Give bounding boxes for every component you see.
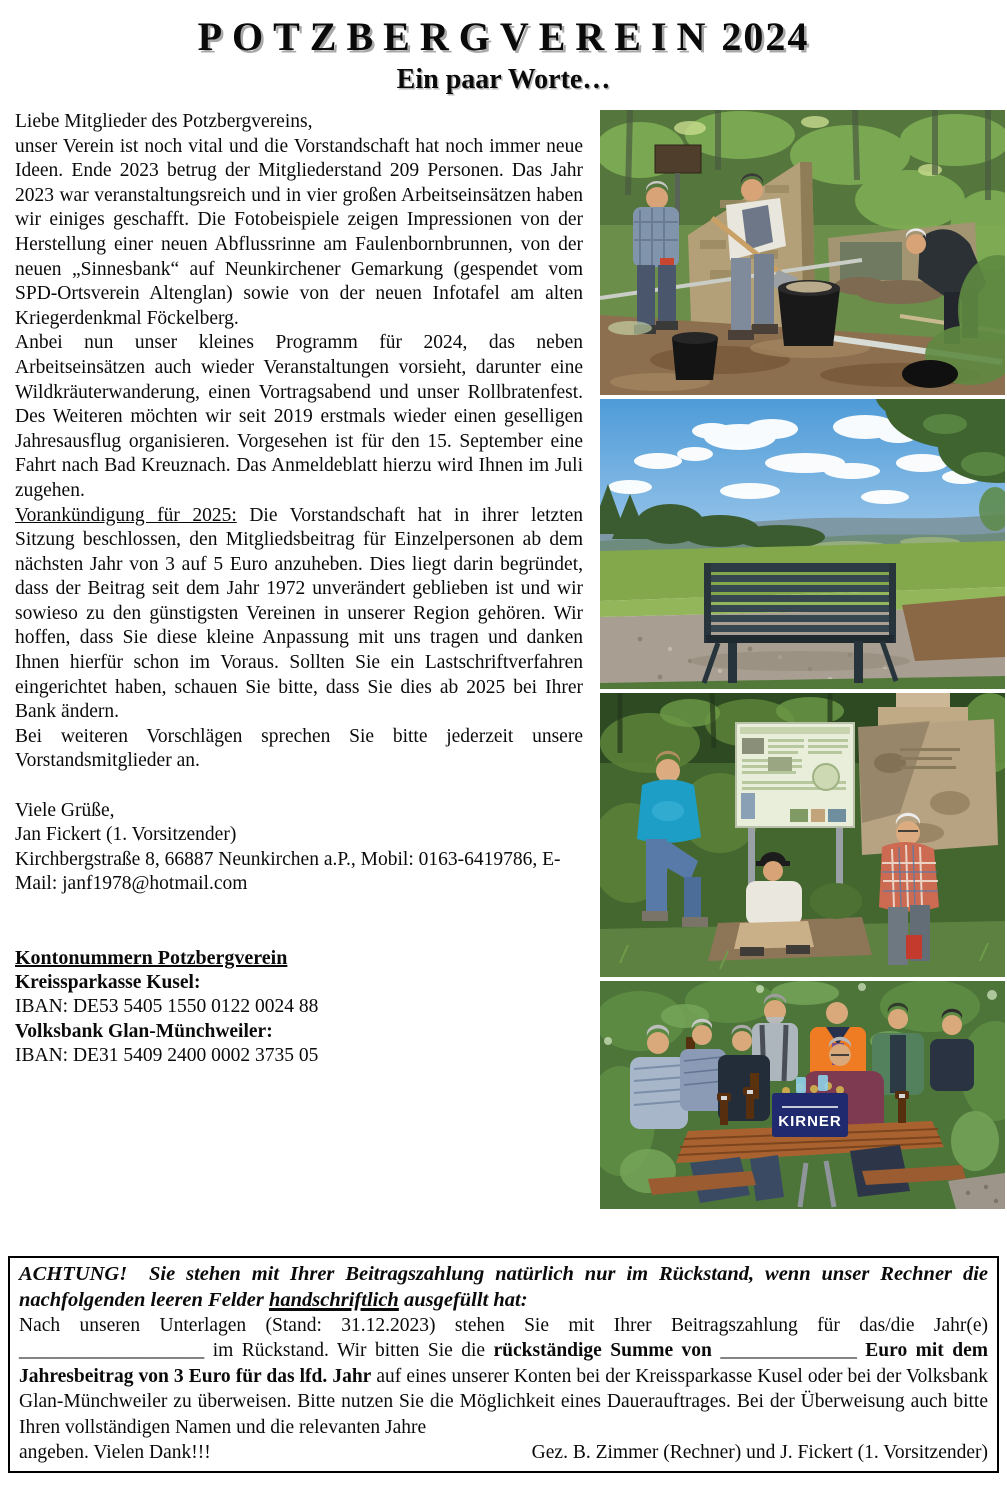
bank-accounts [15, 946, 583, 1069]
title-text: POTZBERGVEREIN [197, 14, 716, 59]
beer-crate-label: KIRNER [778, 1113, 842, 1130]
letter-body [15, 110, 583, 1069]
payment-notice-box [8, 1256, 999, 1473]
notice-body [19, 1313, 988, 1440]
notice-body-text-1: Nach unseren Unterlagen (Stand: 31.12.2023) stehen Sie mit Ihrer Beitragszahlung für das/die Jahr(e) [19, 1315, 988, 1336]
notice-thanks: angeben. Vielen Dank!!! [19, 1442, 211, 1464]
notice-bold-fee: Euro mit dem Jahresbeitrag von 3 Euro für das lfd. Jahr [19, 1340, 988, 1387]
notice-bold-sum: rückständige Summe von [493, 1340, 712, 1362]
blank-sum-field: ______________ [711, 1340, 866, 1362]
notice-intro-end: ausgefüllt hat: [398, 1289, 528, 1311]
title-year: 2024 [721, 14, 810, 59]
announcement-rest: Die Vorstandschaft hat in ihrer letzten Sitzung beschlossen, den Mitgliedsbeitrag für Einzelpersonen ab dem nächsten Jahr von 3 auf 5 Euro anzuheben. Dies liegt darin begründet, dass der Beitrag seit dem Jahr 1972 unverändert geblieben ist und wir sowieso zu den günstigsten Vereinen in unserer Region gehören. Wir hoffen, dass Sie diese kleine Anpassung mit uns tragen und danken Ihnen hierfür schon im Voraus. Sollten Sie ein Lastschriftverfahren eingerichtet haben, schauen Sie bitte, dass Sie dies ab 2025 bei Ihrer Bank ändern. [15, 504, 584, 723]
header [0, 0, 1007, 96]
paragraph-suggestions: Bei weiteren Vorschlägen sprechen Sie bitte jederzeit unsere Vorstandsmitglieder an. [15, 725, 583, 772]
paragraph-program: Anbei nun unser kleines Programm für 2024, das neben Arbeitseinsätzen auch wieder Veranstaltungen vorsieht, darunter eine Wildkräuterwanderung, einen Vortragsabend und unser Rollbratenfest. Des Weiteren möchten wir seit 2019 erstmals wieder einen geselligen Jahresausflug organisieren. Vorgesehen ist für den 15. September eine Fahrt nach Bad Kreuznach. Das Anmeldeblatt hierzu wird Ihnen im Juli zugehen. [15, 332, 583, 501]
signer-line: Jan Fickert (1. Vorsitzender) [15, 824, 237, 846]
bank2-iban: IBAN: DE31 5409 2400 0002 3735 05 [15, 1045, 319, 1067]
photo-sinnesbank-panorama [600, 399, 1005, 689]
salutation: Liebe Mitglieder des Potzbergvereins, [15, 111, 313, 132]
notice-underlined-word: handschriftlich [268, 1289, 399, 1311]
bank1-iban: IBAN: DE53 5405 1550 0122 0024 88 [15, 996, 319, 1018]
notice-signature: Gez. B. Zimmer (Rechner) und J. Fickert (1. Vorsitzender) [531, 1442, 988, 1464]
paragraph-announcement-2025 [15, 504, 583, 725]
page-title [0, 16, 1007, 58]
notice-body-text-2: im Rückstand. Wir bitten Sie die [204, 1340, 494, 1362]
notice-body-text-3: auf eines unserer Konten bei der Kreissparkasse Kusel oder bei der Volksbank Glan-Münchweiler zu überweisen. Bitte nutzen Sie die Möglichkeit eines Dauerauftrages. Bei der Überweisung auch bitte Ihren vollständigen Namen und die relevanten Jahre [19, 1365, 988, 1438]
photo-column [600, 110, 1005, 1209]
announcement-lead: Vorankündigung für 2025: [15, 504, 237, 526]
notice-last-line [19, 1440, 988, 1465]
photo-infotafel-kriegerdenkmal [600, 693, 1005, 977]
photo-group-picnic-table [600, 981, 1005, 1209]
content-columns [0, 110, 1007, 1209]
bank2-name: Volksbank Glan-Münchweiler: [15, 1020, 273, 1042]
contact-line: Kirchbergstraße 8, 66887 Neunkirchen a.P., Mobil: 0163-6419786, E-Mail: janf1978@hotmail.com [15, 848, 561, 895]
notice-intro-text: ACHTUNG! Sie stehen mit Ihrer Beitragszahlung natürlich nur im Rückstand, wenn unser Rechner die nachfolgenden leeren Felder [19, 1263, 988, 1311]
notice-intro [19, 1261, 988, 1313]
bank1-name: Kreissparkasse Kusel: [15, 971, 201, 993]
closing-line: Viele Grüße, [15, 799, 115, 821]
page-subtitle: Ein paar Worte… [396, 64, 611, 95]
accounts-heading: Kontonummern Potzbergverein [15, 947, 288, 969]
blank-years-field: ___________________ [19, 1340, 205, 1362]
paragraph-intro: unser Verein ist noch vital und die Vorstandschaft hat noch immer neue Ideen. Ende 2023 betrug der Mitgliederstand 209 Personen. Das Jahr 2023 war veranstaltungsreich und in vier großen Arbeitseinsätzen haben wir einiges geschafft. Die Fotobeispiele zeigen Impressionen von der Herstellung einer neuen Abflussrinne am Faulenbornbrunnen, von der neuen „Sinnesbank“ auf Neunkirchener Gemarkung (gespendet vom SPD-Ortsverein Altenglan) sowie von der neuen Infotafel am alten Kriegerdenkmal Föckelberg. [15, 135, 583, 329]
photo-faulenbornbrunnen-worksite [600, 110, 1005, 395]
